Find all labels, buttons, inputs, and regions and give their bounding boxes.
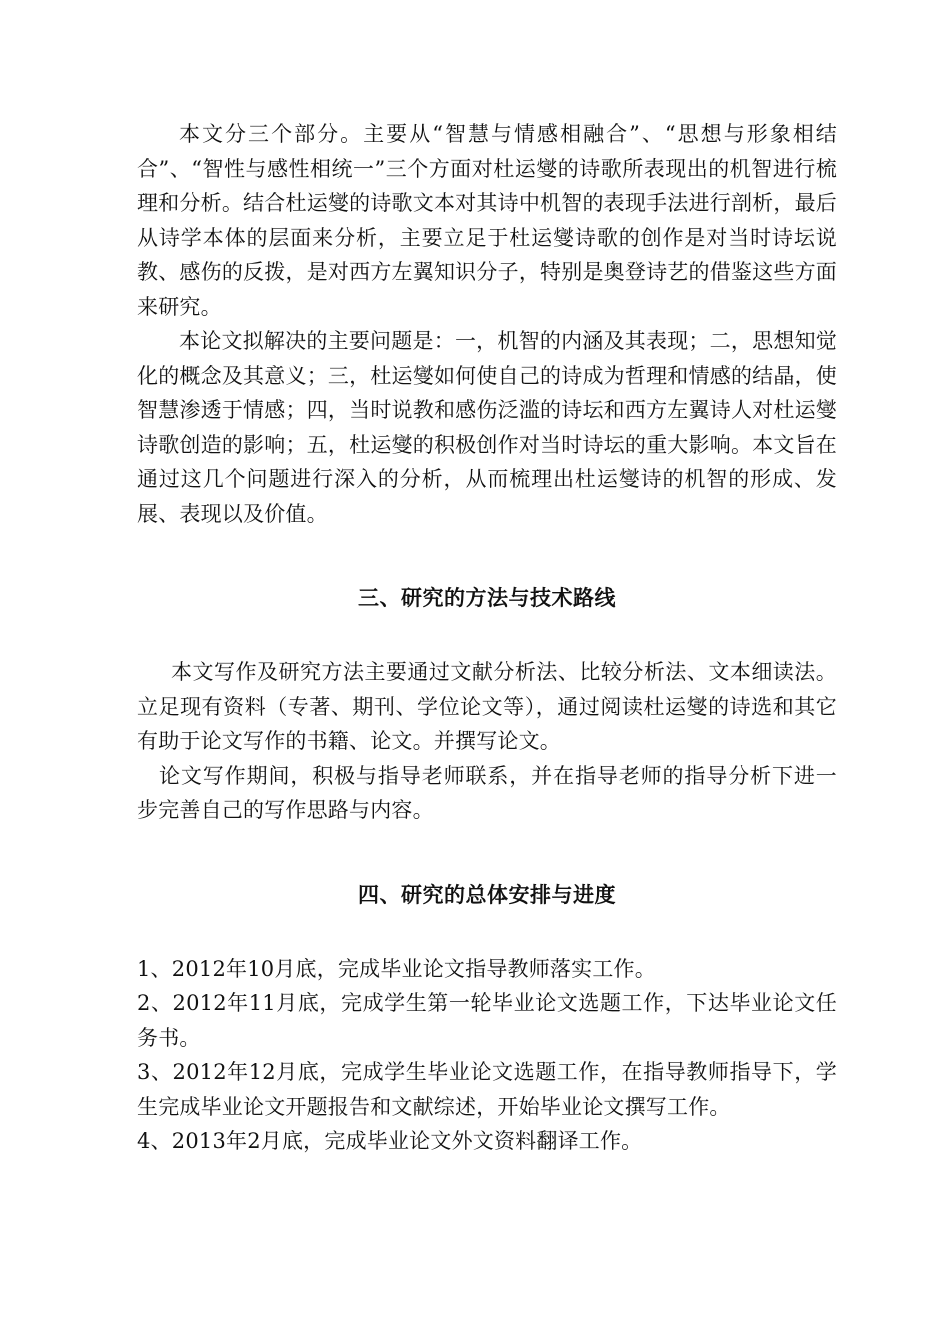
section-heading: 三、研究的方法与技术路线 — [358, 585, 616, 610]
list-item: 3、2012年12月底，完成学生毕业论文选题工作，在指导教师指导下，学生完成毕业论文开题报告和文献综述，开始毕业论文撰写工作。 — [137, 1060, 837, 1119]
body-paragraph: 本论文拟解决的主要问题是：一，机智的内涵及其表现；二，思想知觉化的概念及其意义；三，杜运燮如何使自己的诗成为哲理和情感的结晶，使智慧渗透于情感；四，当时说教和感伤泛滥的诗坛和西方左翼诗人对杜运燮诗歌创造的影响；五，杜运燮的积极创作对当时诗坛的重大影响。本文旨在通过这几个问题进行深入的分析，从而梳理出杜运燮诗的机智的形成、发展、表现以及价值。 — [137, 329, 837, 526]
schedule-list — [137, 952, 837, 1159]
body-paragraph: 本文写作及研究方法主要通过文献分析法、比较分析法、文本细读法。立足现有资料（专著、期刊、学位论文等），通过阅读杜运燮的诗选和其它有助于论文写作的书籍、论文。并撰写论文。 — [137, 660, 837, 753]
section-heading: 四、研究的总体安排与进度 — [358, 881, 616, 907]
body-paragraph: 论文写作期间，积极与指导老师联系，并在指导老师的指导分析下进一步完善自己的写作思路与内容。 — [137, 763, 837, 822]
body-paragraph: 本文分三个部分。主要从“智慧与情感相融合”、“思想与形象相结合”、“智性与感性相统一”三个方面对杜运燮的诗歌所表现出的机智进行梳理和分析。结合杜运燮的诗歌文本对其诗中机智的表现手法进行剖析，最后从诗学本体的层面来分析，主要立足于杜运燮诗歌的创作是对当时诗坛说教、感伤的反拨，是对西方左翼知识分子，特别是奥登诗艺的借鉴这些方面来研究。 — [137, 122, 837, 319]
spacer — [137, 615, 837, 655]
list-item: 2、2012年11月底，完成学生第一轮毕业论文选题工作，下达毕业论文任务书。 — [137, 991, 837, 1050]
list-item: 4、2013年2月底，完成毕业论文外文资料翻译工作。 — [137, 1129, 643, 1153]
spacer — [137, 828, 837, 878]
spacer — [137, 531, 837, 581]
document-page — [137, 117, 837, 1159]
spacer — [137, 912, 837, 952]
list-item: 1、2012年10月底，完成毕业论文指导教师落实工作。 — [137, 956, 656, 981]
